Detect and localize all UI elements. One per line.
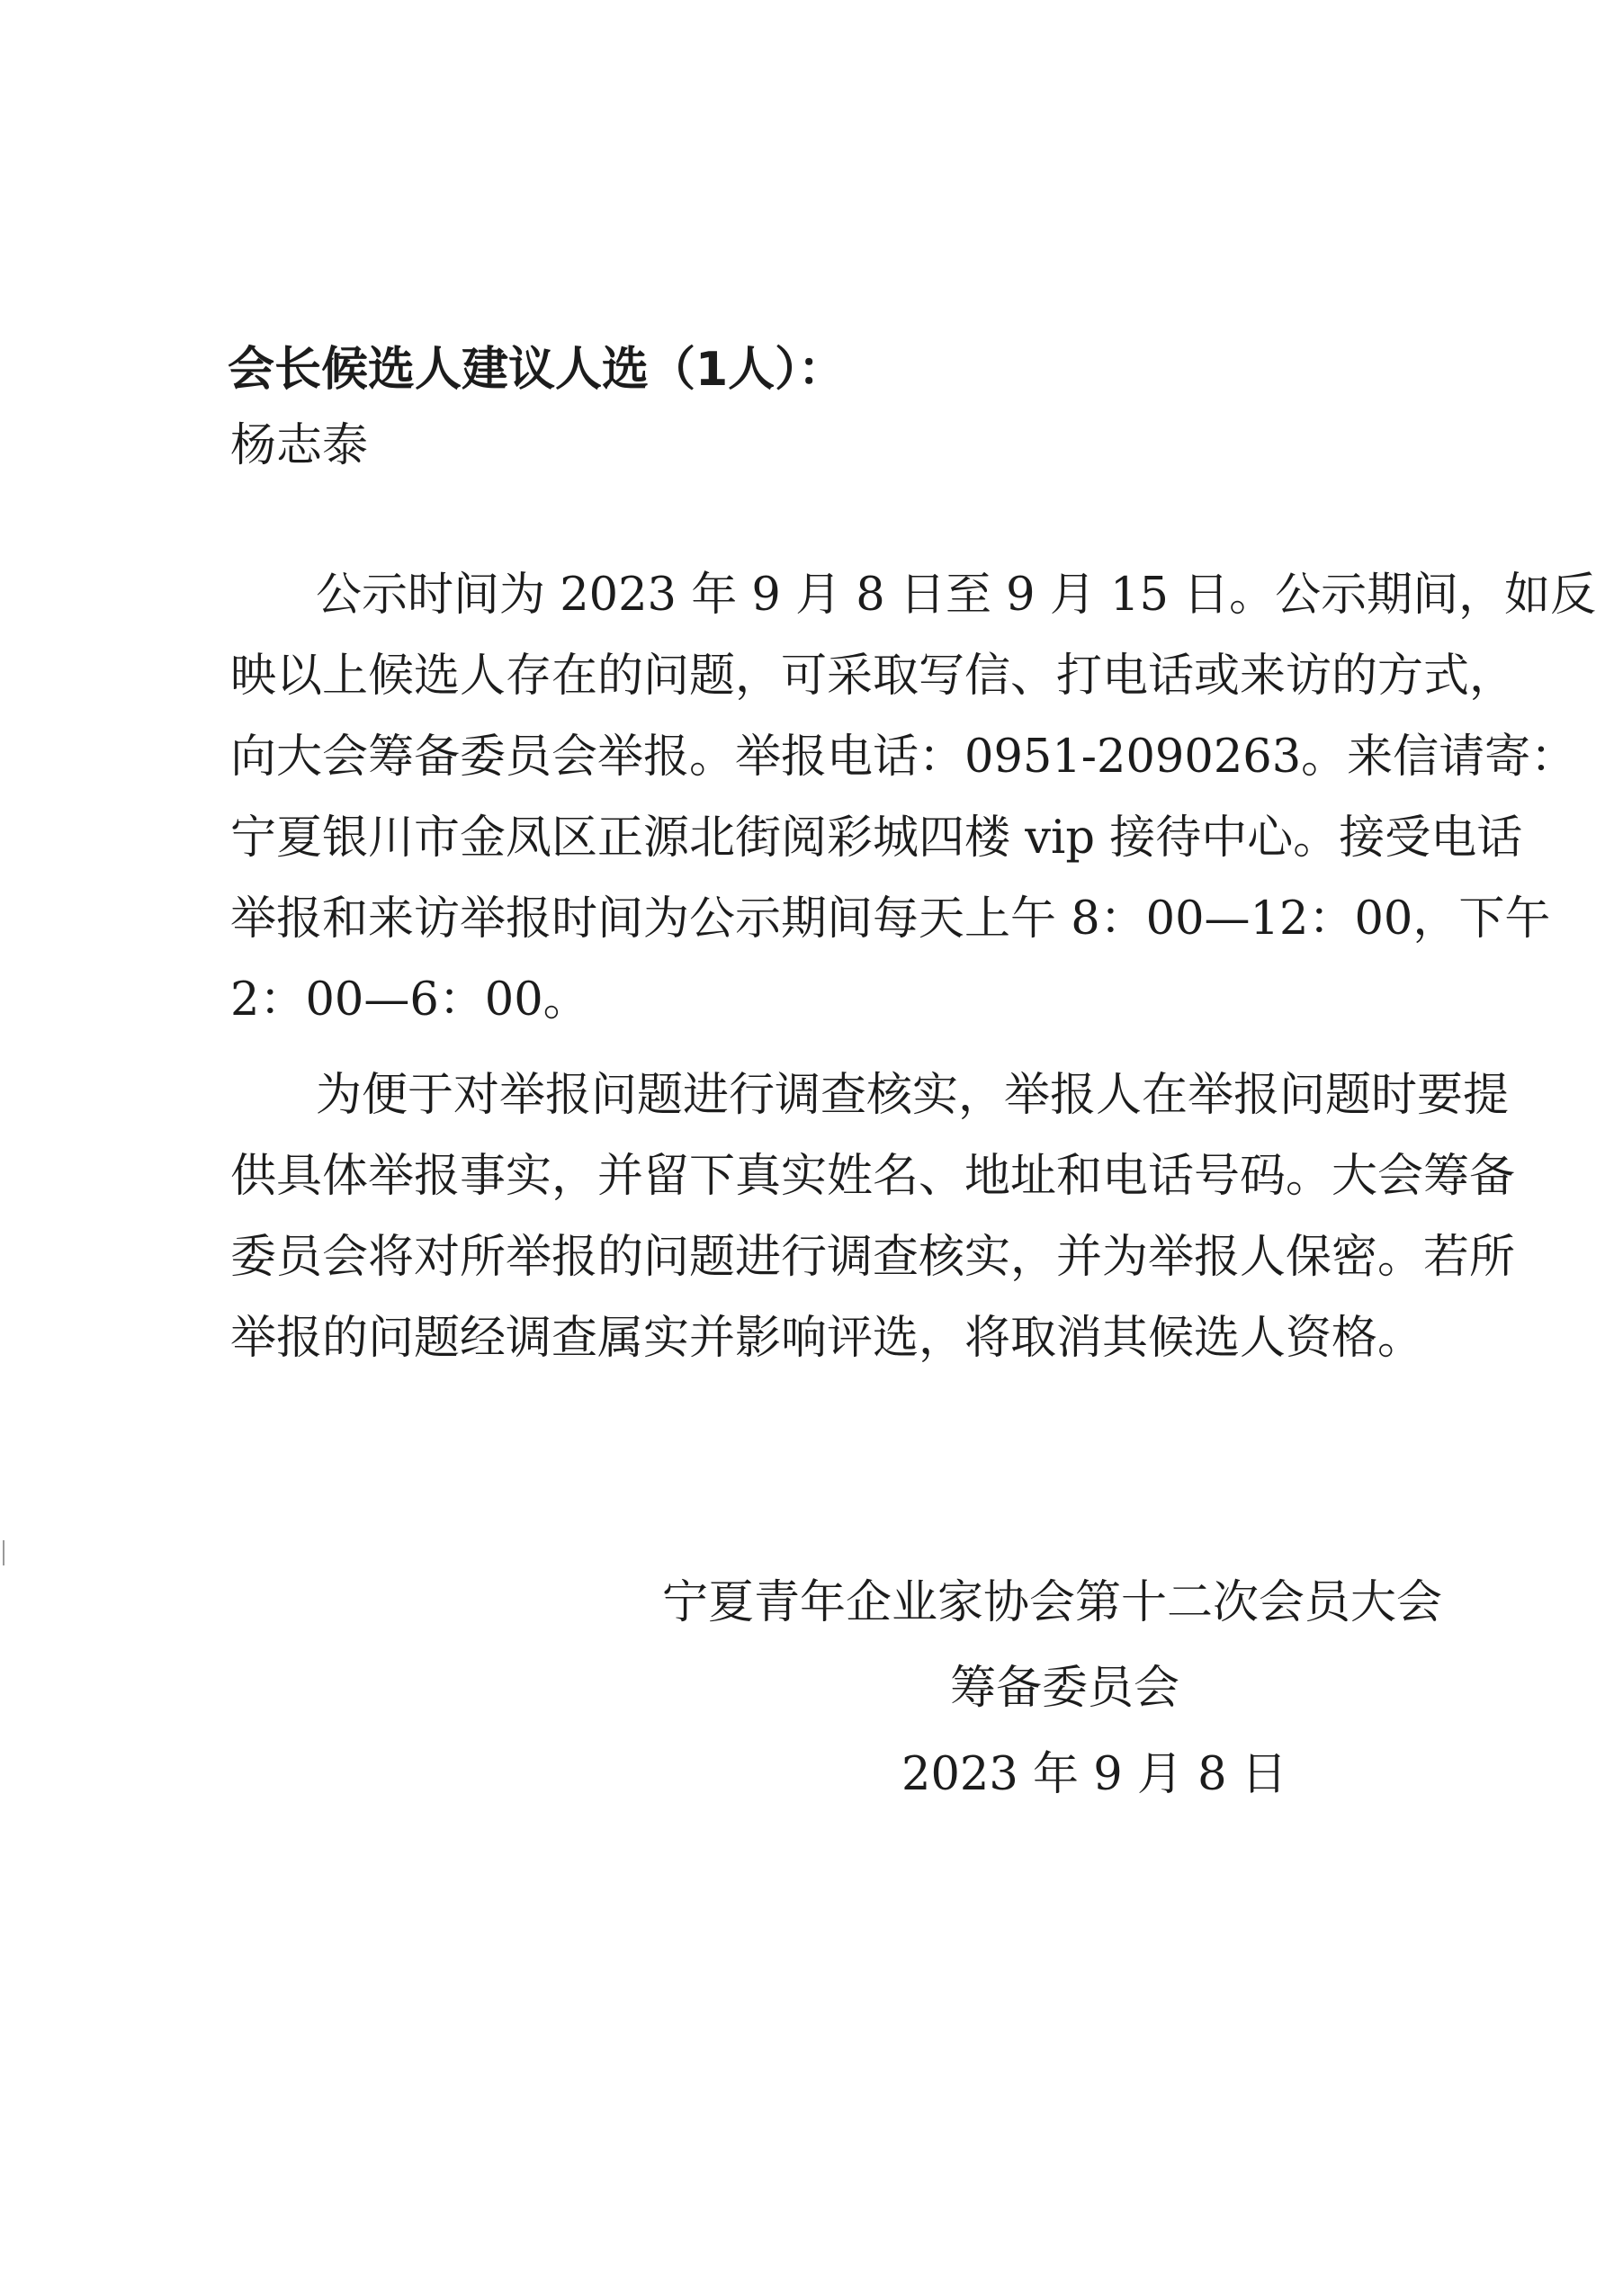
paragraph-line: 2：00—6：00。 bbox=[230, 973, 589, 1027]
scan-edge-mark bbox=[3, 1540, 4, 1565]
paragraph-line: 宁夏银川市金凤区正源北街阅彩城四楼 vip 接待中心。接受电话 bbox=[230, 812, 1523, 865]
candidate-name: 杨志泰 bbox=[230, 419, 369, 472]
paragraph-line: 向大会筹备委员会举报。举报电话：0951-2090263。来信请寄： bbox=[230, 731, 1577, 784]
paragraph-line: 映以上候选人存在的问题，可采取写信、打电话或来访的方式， bbox=[230, 650, 1516, 703]
paragraph-line: 举报的问题经调查属实并影响评选，将取消其候选人资格。 bbox=[230, 1312, 1424, 1365]
candidate-heading: 会长候选人建议人选（1人）： bbox=[228, 343, 846, 397]
signature-date: 2023 年 9 月 8 日 bbox=[901, 1748, 1287, 1801]
signature-committee: 筹备委员会 bbox=[950, 1662, 1180, 1715]
paragraph-line: 公示时间为 2023 年 9 月 8 日至 9 月 15 日。公示期间，如反 bbox=[316, 569, 1597, 622]
paragraph-line: 供具体举报事实，并留下真实姓名、地址和电话号码。大会筹备 bbox=[230, 1150, 1516, 1203]
paragraph-line: 为便于对举报问题进行调查核实，举报人在举报问题时要提 bbox=[316, 1069, 1510, 1122]
paragraph-line: 举报和来访举报时间为公示期间每天上午 8：00—12：00，下午 bbox=[230, 892, 1551, 946]
paragraph-line: 委员会将对所举报的问题进行调查核实，并为举报人保密。若所 bbox=[230, 1231, 1516, 1284]
signature-organization: 宁夏青年企业家协会第十二次会员大会 bbox=[662, 1576, 1443, 1629]
